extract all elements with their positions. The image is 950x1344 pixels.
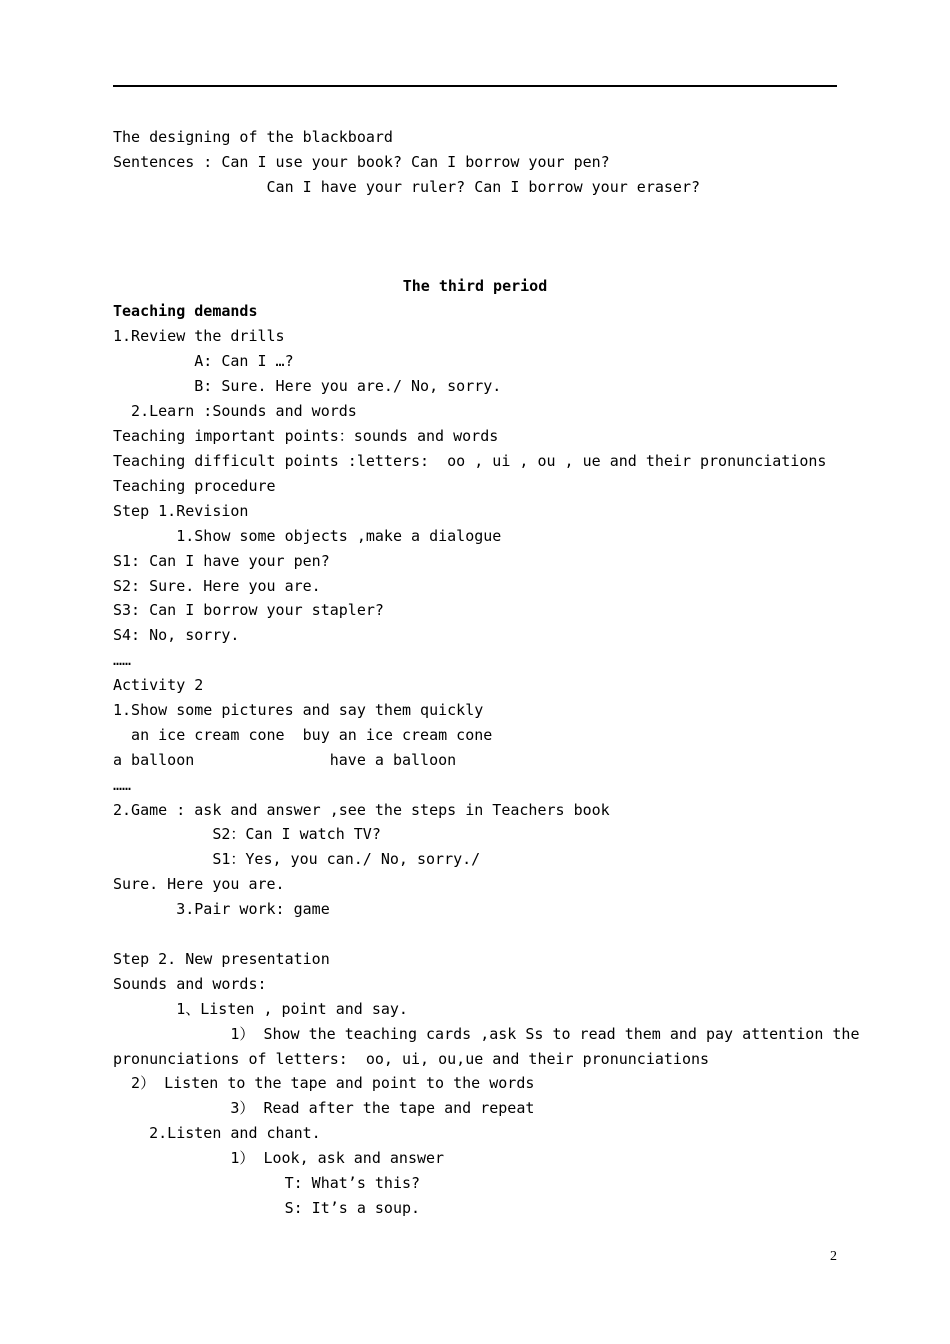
text-line: Sounds and words: [113, 975, 267, 993]
text-line: S3: Can I borrow your stapler? [113, 601, 384, 619]
text-line: Step 2. New presentation [113, 950, 330, 968]
blackboard-heading: The designing of the blackboard [113, 128, 393, 146]
text-line: 3） Read after the tape and repeat [113, 1099, 535, 1117]
text-line: an ice cream cone buy an ice cream cone [113, 726, 493, 744]
text-line: …… [113, 651, 132, 669]
text-line: S1: Can I have your pen? [113, 552, 330, 570]
text-line: S: It’s a soup. [113, 1199, 421, 1217]
text-line: T: What’s this? [113, 1174, 421, 1192]
text-line: 1.Show some pictures and say them quickly [113, 701, 484, 719]
text-line: 1） Look, ask and answer [113, 1149, 445, 1167]
text-line: 2.Game : ask and answer ,see the steps in Teachers book [113, 801, 610, 819]
text-line: Teaching important points：sounds and words [113, 427, 499, 445]
text-line: …… [113, 776, 132, 794]
text-line: Step 1.Revision [113, 502, 249, 520]
text-line: B: Sure. Here you are./ No, sorry. [113, 377, 502, 395]
text-line: Sure. Here you are. [113, 875, 285, 893]
text-line: Teaching difficult points :letters: oo , ui , ou , ue and their pronunciations [113, 452, 827, 470]
text-line: 2.Learn :Sounds and words [113, 402, 357, 420]
text-line: 2） Listen to the tape and point to the words [113, 1074, 535, 1092]
text-line: Activity 2 [113, 676, 204, 694]
text-line: 1.Review the drills [113, 327, 285, 345]
section-title: The third period [402, 277, 548, 295]
text-line: pronunciations of letters: oo, ui, ou,ue and their pronunciations [113, 1050, 710, 1068]
text-line: S1：Yes, you can./ No, sorry./ [113, 850, 481, 868]
text-line: 3.Pair work: game [113, 900, 330, 918]
text-line: a balloon have a balloon [113, 751, 457, 769]
text-line: A: Can I …? [113, 352, 294, 370]
header-rule [113, 85, 837, 87]
text-line: 1） Show the teaching cards ,ask Ss to read them and pay attention the [113, 1025, 860, 1043]
text-line: S2: Sure. Here you are. [113, 577, 321, 595]
sentences-line-1: Sentences : Can I use your book? Can I borrow your pen? [113, 153, 610, 171]
text-line: 1、Listen , point and say. [113, 1000, 408, 1018]
text-line: S4: No, sorry. [113, 626, 240, 644]
teaching-demands-heading: Teaching demands [113, 302, 258, 320]
text-line: 1.Show some objects ,make a dialogue [113, 527, 502, 545]
page-number: 2 [830, 1249, 837, 1264]
text-line: S2：Can I watch TV? [113, 825, 381, 843]
text-line: Teaching procedure [113, 477, 276, 495]
text-line: 2.Listen and chant. [113, 1124, 321, 1142]
sentences-line-2: Can I have your ruler? Can I borrow your eraser? [113, 178, 700, 196]
